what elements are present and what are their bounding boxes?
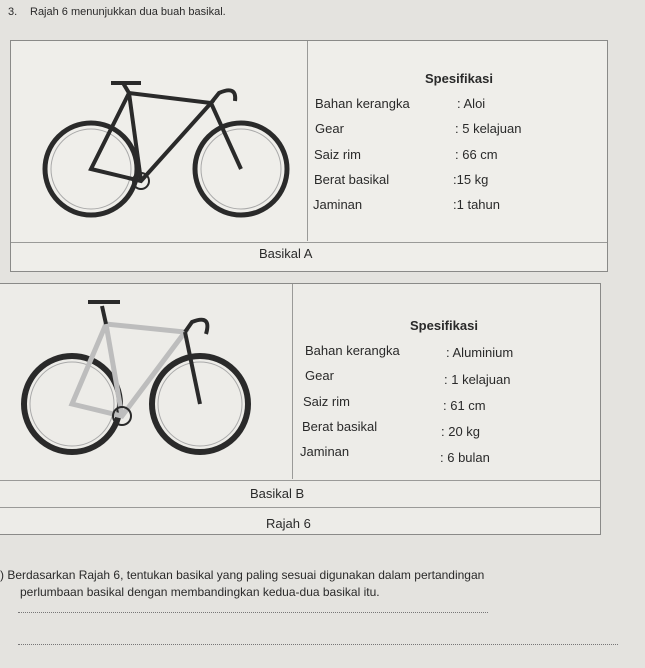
bicycle-a-spec-label: Jaminan bbox=[313, 197, 363, 212]
bicycle-b-image bbox=[0, 284, 293, 479]
bicycle-a-caption-row bbox=[11, 242, 607, 265]
bicycle-a-spec-value: :1 tahun bbox=[453, 197, 500, 212]
bicycle-a-image bbox=[11, 41, 308, 241]
bicycle-a-spec-value: :15 kg bbox=[453, 172, 489, 187]
bicycle-b-caption-row bbox=[0, 480, 600, 508]
sub-question-line-1: ) Berdasarkan Rajah 6, tentukan basikal yang paling sesuai digunakan dalam pertandingan bbox=[0, 568, 485, 582]
bicycle-b-illustration bbox=[0, 284, 292, 479]
bicycle-b-spec-label: Bahan kerangka bbox=[305, 343, 400, 358]
bicycle-b-spec-value: : 61 cm bbox=[443, 398, 486, 413]
bicycle-a-panel bbox=[10, 40, 608, 272]
bicycle-b-spec-value: : 1 kelajuan bbox=[444, 372, 511, 387]
bicycle-a-illustration bbox=[11, 41, 307, 241]
bicycle-b-spec-title: Spesifikasi bbox=[410, 318, 478, 333]
bicycle-b-spec-value: : 20 kg bbox=[441, 424, 481, 439]
bicycle-a-spec-value: : 5 kelajuan bbox=[455, 121, 522, 136]
question-number: 3. bbox=[8, 6, 18, 18]
answer-line bbox=[18, 644, 618, 645]
bicycle-b-spec-label: Berat basikal bbox=[302, 419, 378, 434]
bicycle-a-spec-value: : Aloi bbox=[457, 96, 486, 111]
bicycle-b-panel bbox=[0, 283, 601, 535]
bicycle-b-spec-label: Saiz rim bbox=[303, 394, 350, 409]
bicycle-b-spec-value: : Aluminium bbox=[446, 345, 514, 360]
bicycle-a-spec-label: Gear bbox=[315, 121, 344, 136]
bicycle-a-spec-title: Spesifikasi bbox=[425, 71, 493, 86]
bicycle-a-caption: Basikal A bbox=[259, 246, 313, 261]
question-stem: Rajah 6 menunjukkan dua buah basikal. bbox=[30, 6, 226, 18]
bicycle-b-spec-value: : 6 bulan bbox=[440, 450, 490, 465]
bicycle-a-spec-label: Berat basikal bbox=[314, 172, 390, 187]
bicycle-a-spec-label: Saiz rim bbox=[314, 147, 361, 162]
sub-question-line-2: perlumbaan basikal dengan membandingkan kedua-dua basikal itu. bbox=[20, 585, 380, 599]
answer-line bbox=[18, 612, 488, 613]
bicycle-b-spec-label: Jaminan bbox=[300, 444, 350, 459]
figure-caption: Rajah 6 bbox=[266, 516, 311, 531]
bicycle-b-spec-label: Gear bbox=[305, 368, 334, 383]
bicycle-a-spec-label: Bahan kerangka bbox=[315, 96, 410, 111]
bicycle-a-spec-value: : 66 cm bbox=[455, 147, 498, 162]
bicycle-b-caption: Basikal B bbox=[250, 486, 305, 501]
